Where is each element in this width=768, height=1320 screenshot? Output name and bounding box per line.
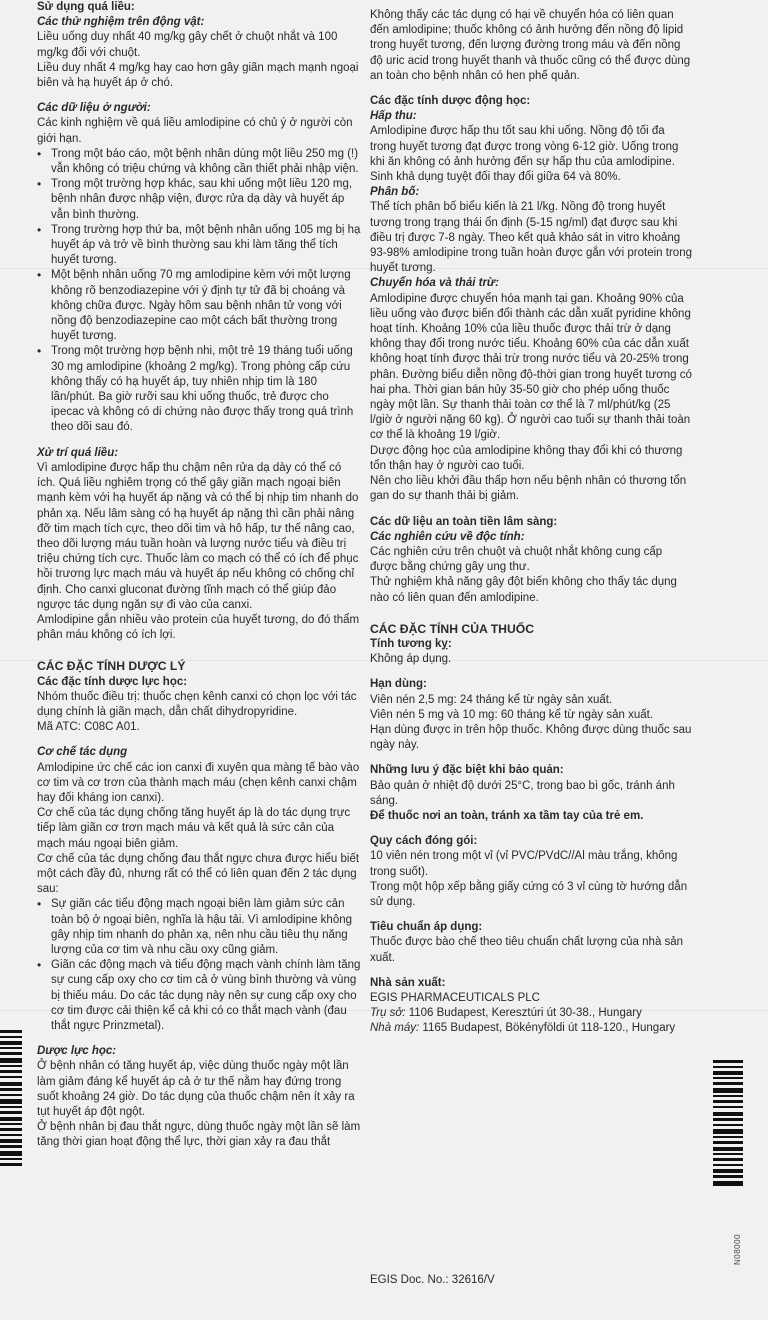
overdose-management-heading: Xử trí quá liều: [37, 446, 119, 459]
barcode-stripe [713, 1100, 743, 1103]
barcode-stripe [0, 1041, 22, 1045]
list-item: • Trong trường hợp thứ ba, một bệnh nhân uống 105 mg bị hạ huyết áp và trở về bình thường sau khi làm tăng thể tích huyết tương. [37, 223, 362, 269]
plant-value: 1165 Budapest, Bökényföldi út 118-120., Hungary [422, 1022, 676, 1035]
mechanism-paragraph: Cơ chế của tác dụng chống đau thắt ngực chưa được hiểu biết một cách đầy đủ, nhưng rất có thể có liên quan đến 2 tác dụng sau: [37, 852, 360, 896]
barcode-stripe [0, 1070, 22, 1073]
barcode-stripe [713, 1169, 743, 1173]
animal-tests-paragraph: Liều uống duy nhất 40 mg/kg gây chết ở chuột nhắt và 100 mg/kg đối với chuột. [37, 31, 338, 59]
barcode-stripe [713, 1158, 743, 1161]
distribution-heading: Phân bố: [370, 186, 420, 199]
barcode-stripe [713, 1077, 743, 1079]
barcode-stripe [0, 1134, 22, 1136]
pharmacodynamics-paragraph: Ở bệnh nhân có tăng huyết áp, việc dùng thuốc ngày một lần làm giảm đáng kể huyết áp cả ở tư thế nằm hay đứng trong suốt khoảng 24 giờ. Do tác dụng của thuốc chậm nên ít xảy ra tụt huyết áp đột ngột. [37, 1060, 355, 1119]
barcode-stripe [0, 1106, 22, 1108]
barcode-stripe [713, 1071, 743, 1075]
barcode-stripe [713, 1118, 743, 1121]
distribution-paragraph: Thể tích phân bố biểu kiến là 21 l/kg. Nồng độ trong huyết tương trong trạng thái ổn định (5-15 ng/ml) đạt được sau khi điều trị được 7-8 ngày. Theo kết quả khảo sát in vitro khoảng 93-98% amlodipine trong tuần hoàn được gắn với protein trong huyết tương. [370, 201, 692, 275]
incompatibility-paragraph: Không áp dụng. [370, 653, 452, 666]
manufacturer-name: EGIS PHARMACEUTICALS PLC [370, 991, 540, 1004]
barcode-stripe [713, 1147, 743, 1151]
shelf-life-paragraph: Hạn dùng được in trên hộp thuốc. Không được dùng thuốc sau ngày này. [370, 723, 692, 752]
plant-label: Nhà máy: [370, 1022, 420, 1035]
barcode-stripe [0, 1151, 22, 1156]
human-data-intro: Các kinh nghiệm về quá liều amlodipine có chủ ý ở người còn giới hạn. [37, 117, 353, 145]
pharmacological-properties-heading: CÁC ĐẶC TÍNH DƯỢC LÝ [37, 659, 186, 674]
barcode-stripe [0, 1117, 22, 1121]
barcode-stripe [713, 1082, 743, 1085]
barcode-stripe [0, 1065, 22, 1067]
barcode-stripe [0, 1123, 22, 1125]
children-warning: Để thuốc nơi an toàn, tránh xa tầm tay của trẻ em. [370, 809, 644, 822]
animal-tests-heading: Các thử nghiệm trên động vật: [37, 16, 205, 29]
right-column [370, 0, 692, 1320]
manufacturer-heading: Nhà sản xuất: [370, 976, 446, 989]
toxicity-paragraph: Các nghiên cứu trên chuột và chuột nhắt không cung cấp được bằng chứng gây ung thư. [370, 545, 663, 574]
list-item: • Sự giãn các tiểu động mạch ngoại biên làm giảm sức cản toàn bộ ở ngoại biên, nghĩa là hậu tải. Vì amlodipine không gây nhịp tim nhanh do phản xạ, nên nhu cầu tiêu thụ năng lượng của cơ tim và nhu cầu oxy cũng giảm. [37, 897, 362, 958]
barcode-stripe [713, 1060, 743, 1063]
barcode-stripe [713, 1106, 743, 1108]
barcode-stripe [0, 1163, 22, 1166]
preclinical-safety-heading: Các dữ liệu an toàn tiền lâm sàng: [370, 515, 558, 528]
overdose-management-paragraph: Amlodipine gắn nhiều vào protein của huyết tương, do đó thẩm phân máu không có ích lợi. [37, 613, 360, 642]
storage-heading: Những lưu ý đặc biệt khi bảo quản: [370, 764, 564, 777]
left-column [37, 0, 362, 1320]
barcode-stripe [0, 1082, 22, 1086]
barcode-stripe [713, 1153, 743, 1155]
barcode-stripe [713, 1112, 743, 1116]
list-item: • Giãn các động mạch và tiểu động mạch vành chính làm tăng sự cung cấp oxy cho cơ tim cả ở vùng bình thường và vùng bị thiếu máu. Do các tác dụng này nên sự cung cấp oxy cho cơ tim được cải thiện kể cả khi có co thắt mạch vành (đau thắt ngực Prinzmetal). [37, 958, 362, 1034]
continued-paragraph: Không thấy các tác dụng có hại về chuyển hóa có liên quan đến amlodipine; thuốc không có ảnh hưởng đến nồng độ lipid trong huyết tương, đến lượng đường trong máu và đến nồng độ uric acid trong huyết thanh và thuốc cũng có thể được dùng an toàn cho bệnh nhân có hen phế quản. [370, 9, 691, 82]
document-number: EGIS Doc. No.: 32616/V [370, 1274, 495, 1286]
incompatibility-heading: Tính tương kỵ: [370, 637, 452, 650]
barcode-stripe [0, 1128, 22, 1131]
barcode-stripe [713, 1136, 743, 1138]
shelf-life-heading: Hạn dùng: [370, 678, 427, 691]
overdose-management-paragraph: Vì amlodipine được hấp thu chậm nên rửa dạ dày có thể có ích. Quá liều nghiêm trọng có thể gây giãn mạch ngoại biên mạnh kèm với hạ huyết áp nặng và có thể bị nhịp tim nhanh do phản xạ. Nếu lâm sàng có hạ huyết áp nặng thì cần phải nâng đỡ tim mạch tích cực, theo dõi tim và hô hấp, tư thế nâng cao, theo dõi lượng máu tuần hoàn và lượng nước tiểu và điều trị triệu chứng tích cực. Thuốc làm co mạch có thể có ích để phục hồi trương lực mạch máu và huyết áp nếu không có chống chỉ định. Cho canxi gluconat đường tĩnh mạch có thể giúp đảo ngược tác dụng ngăn sự đi vào của canxi. [37, 461, 359, 611]
metabolism-paragraph: Amlodipine được chuyển hóa mạnh tại gan. Khoảng 90% của liều uống vào được biến đổi thành các dẫn xuất pyridine không hoạt tính. Khoảng 10% của liều thuốc được thải trừ ở dạng không thay đổi trong nước tiểu. Khoảng 60% của các dẫn xuất không hoạt tính được thải trừ trong nước tiểu và 20-25% trong phân. Đường biểu diễn nồng độ-thời gian trong huyết tương có hai pha. Thời gian bán hủy 35-50 giờ cho phép uống thuốc ngày một lần. Sự thanh thải toàn cơ thể là 7 ml/phút/kg (25 l/giờ ở người nặng 60 kg). Ở người cao tuổi sự thanh thải toàn cơ thể là khoảng 19 l/giờ. [370, 292, 692, 442]
barcode-stripe [713, 1181, 743, 1186]
mechanism-list [37, 897, 362, 1034]
barcode-stripe [0, 1058, 22, 1063]
barcode-left [0, 1030, 22, 1166]
barcode-stripe [713, 1095, 743, 1097]
pharmacodynamic-properties-heading: Các đặc tính dược lực học: [37, 675, 188, 688]
barcode-stripe [0, 1052, 22, 1055]
barcode-stripe [0, 1088, 22, 1091]
shelf-life-paragraph: Viên nén 2,5 mg: 24 tháng kể từ ngày sản xuất. [370, 693, 613, 706]
barcode-right [713, 1060, 743, 1186]
toxicity-paragraph: Thử nghiệm khả năng gây đột biến không cho thấy tác dụng nào có liên quan đến amlodipine. [370, 576, 677, 604]
barcode-stripe [0, 1111, 22, 1114]
barcode-stripe [713, 1164, 743, 1166]
packaging-heading: Quy cách đóng gói: [370, 835, 478, 848]
toxicity-heading: Các nghiên cứu về độc tính: [370, 530, 525, 543]
barcode-stripe [713, 1129, 743, 1134]
barcode-stripe [0, 1139, 22, 1143]
barcode-stripe [0, 1047, 22, 1049]
mechanism-heading: Cơ chế tác dụng [37, 746, 128, 759]
mechanism-paragraph: Amlodipine ức chế các ion canxi đi xuyên qua màng tế bào vào cơ tim và cơ trơn của thành mạch máu (chẹn kênh canxi chậm hay đối kháng ion canxi). [37, 761, 360, 804]
barcode-stripe [713, 1124, 743, 1126]
human-data-list [37, 147, 362, 436]
atc-code: Mã ATC: C08C A01. [37, 721, 140, 734]
barcode-stripe [0, 1030, 22, 1033]
metabolism-paragraph: Nên cho liều khởi đầu thấp hơn nếu bệnh nhân có thương tổn gan do sự thanh thải bị giảm. [370, 475, 687, 503]
barcode-stripe [713, 1066, 743, 1068]
storage-paragraph: Bảo quản ở nhiệt độ dưới 25°C, trong bao bì gốc, tránh ánh sáng. [370, 779, 675, 807]
drug-properties-heading: CÁC ĐẶC TÍNH CỦA THUỐC [370, 621, 535, 636]
metabolism-heading: Chuyển hóa và thải trừ: [370, 277, 499, 290]
overdose-use-heading: Sử dụng quá liều: [37, 1, 135, 13]
pharmacodynamics-heading: Dược lực học: [37, 1045, 117, 1058]
shelf-life-paragraph: Viên nén 5 mg và 10 mg: 60 tháng kể từ ngày sản xuất. [370, 708, 654, 721]
plant-address [370, 1021, 692, 1036]
barcode-stripe [0, 1158, 22, 1160]
list-item: • Trong một báo cáo, một bệnh nhân dùng một liều 250 mg (!) vẫn không có triệu chứng và không cần thiết phải nhập viện. [37, 147, 362, 177]
list-item: • Trong một trường hợp khác, sau khi uống một liều 120 mg, bệnh nhân được nhập viện, được rửa dạ dày và huyết áp vẫn bình thường. [37, 177, 362, 223]
mechanism-paragraph: Cơ chế của tác dụng chống tăng huyết áp là do tác dụng trực tiếp làm giãn cơ trơn mạch máu và kết quả là sức cản của mạch máu ngoại biên giảm. [37, 807, 351, 850]
barcode-stripe [0, 1076, 22, 1078]
barcode-stripe [713, 1088, 743, 1093]
packaging-paragraph: 10 viên nén trong một vỉ (vỉ PVC/PVdC//Al màu trắng, không trong suốt). [370, 850, 678, 878]
pharmacodynamics-paragraph: Ở bệnh nhân bị đau thắt ngực, dùng thuốc ngày một lần sẽ làm tăng thời gian hoạt động thể lực, thời gian xảy ra đau thắt [37, 1121, 361, 1149]
packaging-paragraph: Trong một hộp xếp bằng giấy cứng có 3 vỉ cùng tờ hướng dẫn sử dụng. [370, 880, 688, 908]
metabolism-paragraph: Dược động học của amlodipine không thay đổi khi có thương tổn thận hay ở người cao tuổi. [370, 444, 683, 472]
barcode-stripe [0, 1145, 22, 1148]
absorption-paragraph: Amlodipine được hấp thu tốt sau khi uống. Nồng độ tối đa trong huyết tương đạt được trong vòng 6-12 giờ. Uống trong khi ăn không có ảnh hưởng đến sự hấp thu của amlodipine. Sinh khả dụng tuyệt đối thay đổi giữa 64 và 80%. [370, 125, 679, 184]
side-code: N08000 [733, 1233, 742, 1265]
pharmacodynamic-paragraph: Nhóm thuốc điều trị: thuốc chẹn kênh canxi có chọn lọc với tác dụng chính là giãn mạch, dẫn chất dihydropyridine. [37, 690, 357, 718]
standard-paragraph: Thuốc được bào chế theo tiêu chuẩn chất lượng của nhà sản xuất. [370, 936, 684, 964]
absorption-heading: Hấp thu: [370, 110, 417, 123]
barcode-stripe [713, 1175, 743, 1178]
pharmacokinetic-properties-heading: Các đặc tính dược động học: [370, 95, 531, 108]
list-item: • Trong một trường hợp bệnh nhi, một trẻ 19 tháng tuổi uống 30 mg amlodipine (khoảng 2 mg/kg). Trong phòng cấp cứu không thấy có hạ huyết áp, tuy nhiên nhịp tim là 180 lần/phút. Ba giờ rưỡi sau khi uống thuốc, trẻ được cho ipecac và không có di chứng nào được thấy trong quá trình theo dõi sau đó. [37, 344, 362, 435]
barcode-stripe [0, 1036, 22, 1038]
headquarters-address [370, 1006, 692, 1021]
list-item: • Một bệnh nhân uống 70 mg amlodipine kèm với một lượng không rõ benzodiazepine với ý định tự tử đã bị choáng và không chữa được. Ngày hôm sau bệnh nhân tử vong với nồng độ benzodiazepine cao một cách bất thường trong huyết tương. [37, 268, 362, 344]
headquarters-value: 1106 Budapest, Keresztúri út 30-38., Hungary [408, 1007, 642, 1020]
human-data-heading: Các dữ liệu ở người: [37, 102, 151, 115]
animal-tests-paragraph: Liều duy nhất 4 mg/kg hay cao hơn gây giãn mạch mạnh ngoại biên và hạ huyết áp ở chó. [37, 61, 359, 90]
barcode-stripe [0, 1094, 22, 1096]
barcode-stripe [0, 1099, 22, 1104]
standard-heading: Tiêu chuẩn áp dụng: [370, 921, 483, 934]
barcode-stripe [713, 1141, 743, 1144]
headquarters-label: Trụ sở: [370, 1007, 406, 1020]
